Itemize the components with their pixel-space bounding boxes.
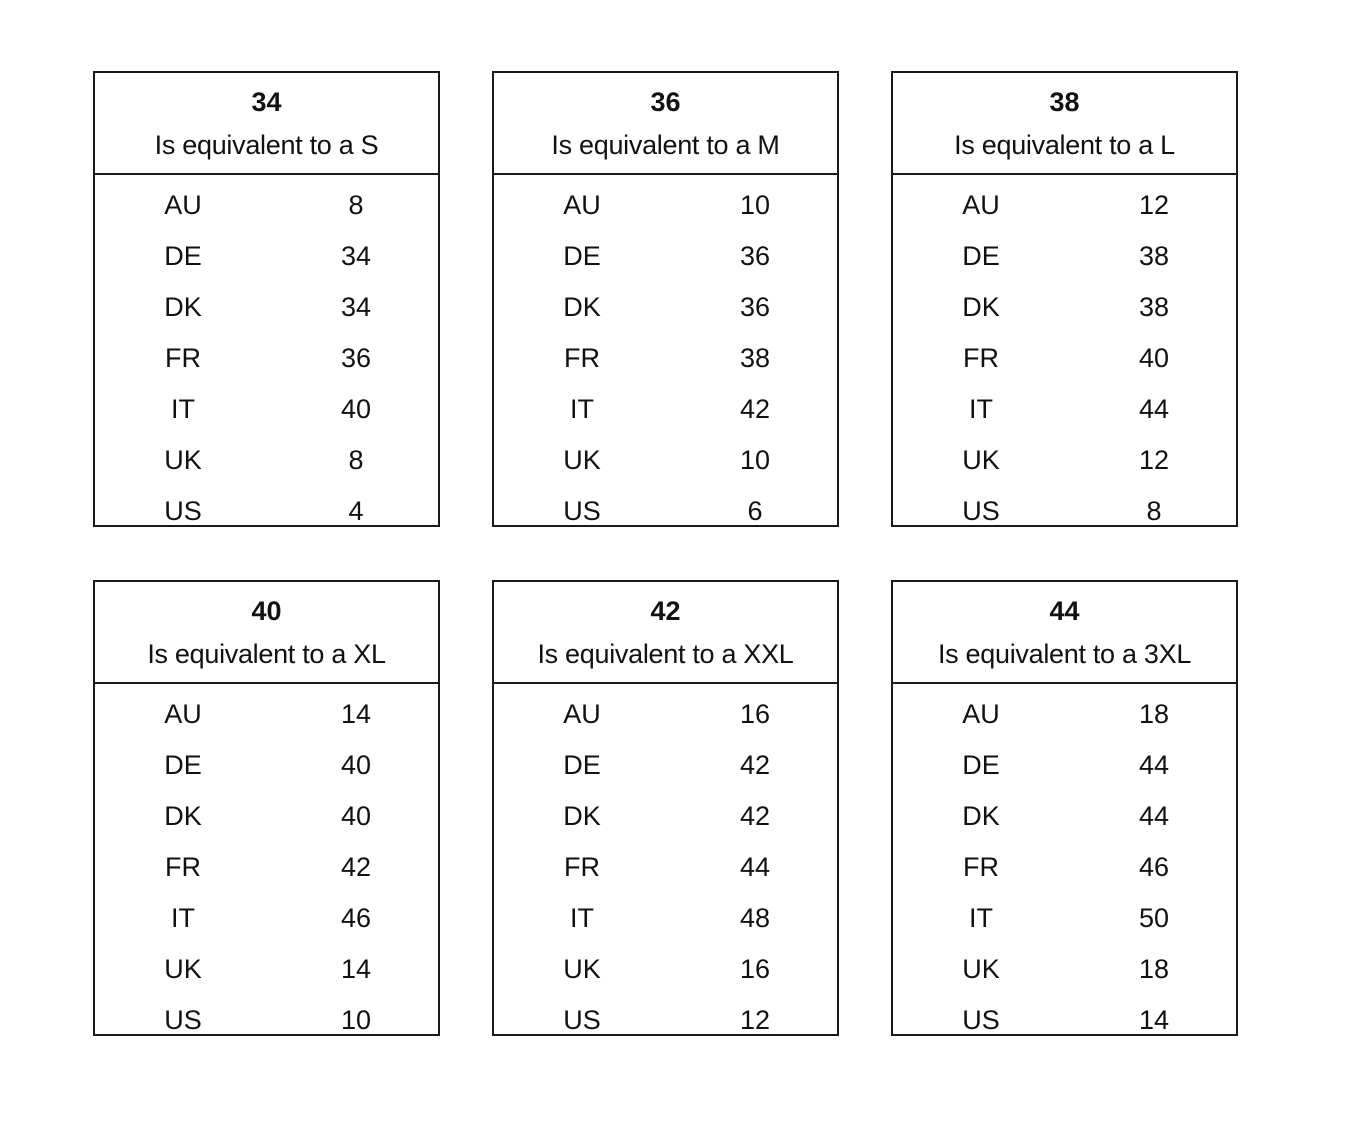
card-rows (95, 175, 438, 532)
size-value: 14 (340, 699, 372, 729)
table-row (95, 430, 438, 481)
region-code: DK (563, 801, 601, 831)
table-row (494, 430, 837, 481)
table-row (95, 735, 438, 786)
region-code: UK (164, 954, 202, 984)
size-card-34 (93, 71, 440, 527)
table-row (95, 939, 438, 990)
table-row (494, 939, 837, 990)
table-row (95, 379, 438, 430)
size-value: 36 (340, 343, 372, 373)
table-row (893, 786, 1236, 837)
size-value: 38 (739, 343, 771, 373)
table-row (95, 481, 438, 532)
size-value: 38 (1138, 241, 1170, 271)
region-code: UK (164, 445, 202, 475)
size-value: 44 (1138, 801, 1170, 831)
size-value: 36 (739, 241, 771, 271)
card-rows (494, 175, 837, 532)
card-equivalent-label: Is equivalent to a L (954, 130, 1175, 160)
table-row (95, 277, 438, 328)
size-value: 8 (348, 190, 364, 220)
table-row (95, 786, 438, 837)
card-header (893, 73, 1236, 175)
region-code: AU (164, 190, 202, 220)
size-card-36 (492, 71, 839, 527)
region-code: FR (564, 343, 600, 373)
region-code: DE (164, 750, 202, 780)
size-value: 18 (1138, 954, 1170, 984)
table-row (893, 430, 1236, 481)
region-code: IT (570, 394, 594, 424)
card-rows (893, 175, 1236, 532)
card-rows (494, 684, 837, 1041)
region-code: IT (171, 903, 195, 933)
region-code: AU (563, 699, 601, 729)
table-row (893, 837, 1236, 888)
table-row (893, 888, 1236, 939)
region-code: FR (564, 852, 600, 882)
size-value: 42 (340, 852, 372, 882)
table-row (95, 888, 438, 939)
region-code: DE (962, 750, 1000, 780)
size-card-40 (93, 580, 440, 1036)
size-value: 8 (348, 445, 364, 475)
table-row (494, 990, 837, 1041)
region-code: IT (171, 394, 195, 424)
size-value: 50 (1138, 903, 1170, 933)
region-code: AU (563, 190, 601, 220)
size-value: 40 (340, 394, 372, 424)
card-equivalent-label: Is equivalent to a 3XL (937, 639, 1192, 669)
table-row (893, 226, 1236, 277)
size-value: 8 (1146, 496, 1162, 526)
region-code: UK (563, 954, 601, 984)
table-row (893, 175, 1236, 226)
region-code: US (962, 496, 1000, 526)
card-equivalent-label: Is equivalent to a M (551, 130, 780, 160)
size-value: 40 (340, 750, 372, 780)
size-value: 10 (739, 445, 771, 475)
card-size-title: 38 (1049, 87, 1080, 117)
size-card-42 (492, 580, 839, 1036)
table-row (893, 990, 1236, 1041)
size-value: 16 (739, 699, 771, 729)
table-row (95, 837, 438, 888)
table-row (893, 379, 1236, 430)
size-value: 44 (1138, 394, 1170, 424)
region-code: UK (962, 445, 1000, 475)
size-value: 44 (739, 852, 771, 882)
size-value: 14 (340, 954, 372, 984)
table-row (494, 277, 837, 328)
card-size-title: 36 (650, 87, 681, 117)
region-code: DE (563, 750, 601, 780)
region-code: FR (165, 852, 201, 882)
size-value: 34 (340, 292, 372, 322)
table-row (95, 328, 438, 379)
region-code: IT (969, 903, 993, 933)
region-code: FR (963, 343, 999, 373)
region-code: IT (570, 903, 594, 933)
size-value: 16 (739, 954, 771, 984)
table-row (893, 684, 1236, 735)
card-size-title: 42 (650, 596, 681, 626)
size-value: 6 (747, 496, 763, 526)
region-code: DK (962, 801, 1000, 831)
table-row (893, 481, 1236, 532)
card-size-title: 34 (251, 87, 282, 117)
card-rows (95, 684, 438, 1041)
size-value: 42 (739, 801, 771, 831)
size-value: 34 (340, 241, 372, 271)
table-row (893, 328, 1236, 379)
region-code: US (962, 1005, 1000, 1035)
size-value: 38 (1138, 292, 1170, 322)
size-value: 46 (340, 903, 372, 933)
size-value: 12 (739, 1005, 771, 1035)
region-code: UK (962, 954, 1000, 984)
card-header (893, 582, 1236, 684)
card-header (95, 73, 438, 175)
table-row (95, 226, 438, 277)
size-value: 12 (1138, 445, 1170, 475)
region-code: DE (962, 241, 1000, 271)
region-code: AU (164, 699, 202, 729)
card-rows (893, 684, 1236, 1041)
region-code: US (563, 496, 601, 526)
card-header (95, 582, 438, 684)
size-card-38 (891, 71, 1238, 527)
table-row (893, 939, 1236, 990)
card-size-title: 44 (1049, 596, 1080, 626)
size-value: 42 (739, 750, 771, 780)
card-header (494, 73, 837, 175)
card-equivalent-label: Is equivalent to a XXL (537, 639, 794, 669)
size-value: 40 (1138, 343, 1170, 373)
card-equivalent-label: Is equivalent to a XL (147, 639, 386, 669)
region-code: AU (962, 699, 1000, 729)
region-code: DK (164, 292, 202, 322)
card-size-title: 40 (251, 596, 282, 626)
size-card-44 (891, 580, 1238, 1036)
table-row (494, 786, 837, 837)
table-row (95, 990, 438, 1041)
table-row (494, 684, 837, 735)
region-code: DK (563, 292, 601, 322)
card-header (494, 582, 837, 684)
table-row (494, 888, 837, 939)
table-row (893, 735, 1236, 786)
table-row (893, 277, 1236, 328)
size-value: 48 (739, 903, 771, 933)
region-code: US (563, 1005, 601, 1035)
region-code: DK (962, 292, 1000, 322)
region-code: US (164, 1005, 202, 1035)
size-value: 36 (739, 292, 771, 322)
region-code: DK (164, 801, 202, 831)
region-code: DE (164, 241, 202, 271)
size-value: 10 (739, 190, 771, 220)
table-row (95, 684, 438, 735)
table-row (95, 175, 438, 226)
size-value: 4 (348, 496, 364, 526)
card-equivalent-label: Is equivalent to a S (154, 130, 379, 160)
size-value: 14 (1138, 1005, 1170, 1035)
size-value: 18 (1138, 699, 1170, 729)
region-code: DE (563, 241, 601, 271)
region-code: US (164, 496, 202, 526)
table-row (494, 837, 837, 888)
table-row (494, 226, 837, 277)
region-code: FR (165, 343, 201, 373)
region-code: FR (963, 852, 999, 882)
region-code: AU (962, 190, 1000, 220)
size-value: 12 (1138, 190, 1170, 220)
table-row (494, 328, 837, 379)
size-value: 44 (1138, 750, 1170, 780)
table-row (494, 735, 837, 786)
table-row (494, 175, 837, 226)
size-value: 10 (340, 1005, 372, 1035)
size-value: 46 (1138, 852, 1170, 882)
size-value: 40 (340, 801, 372, 831)
table-row (494, 481, 837, 532)
region-code: UK (563, 445, 601, 475)
region-code: IT (969, 394, 993, 424)
table-row (494, 379, 837, 430)
size-value: 42 (739, 394, 771, 424)
